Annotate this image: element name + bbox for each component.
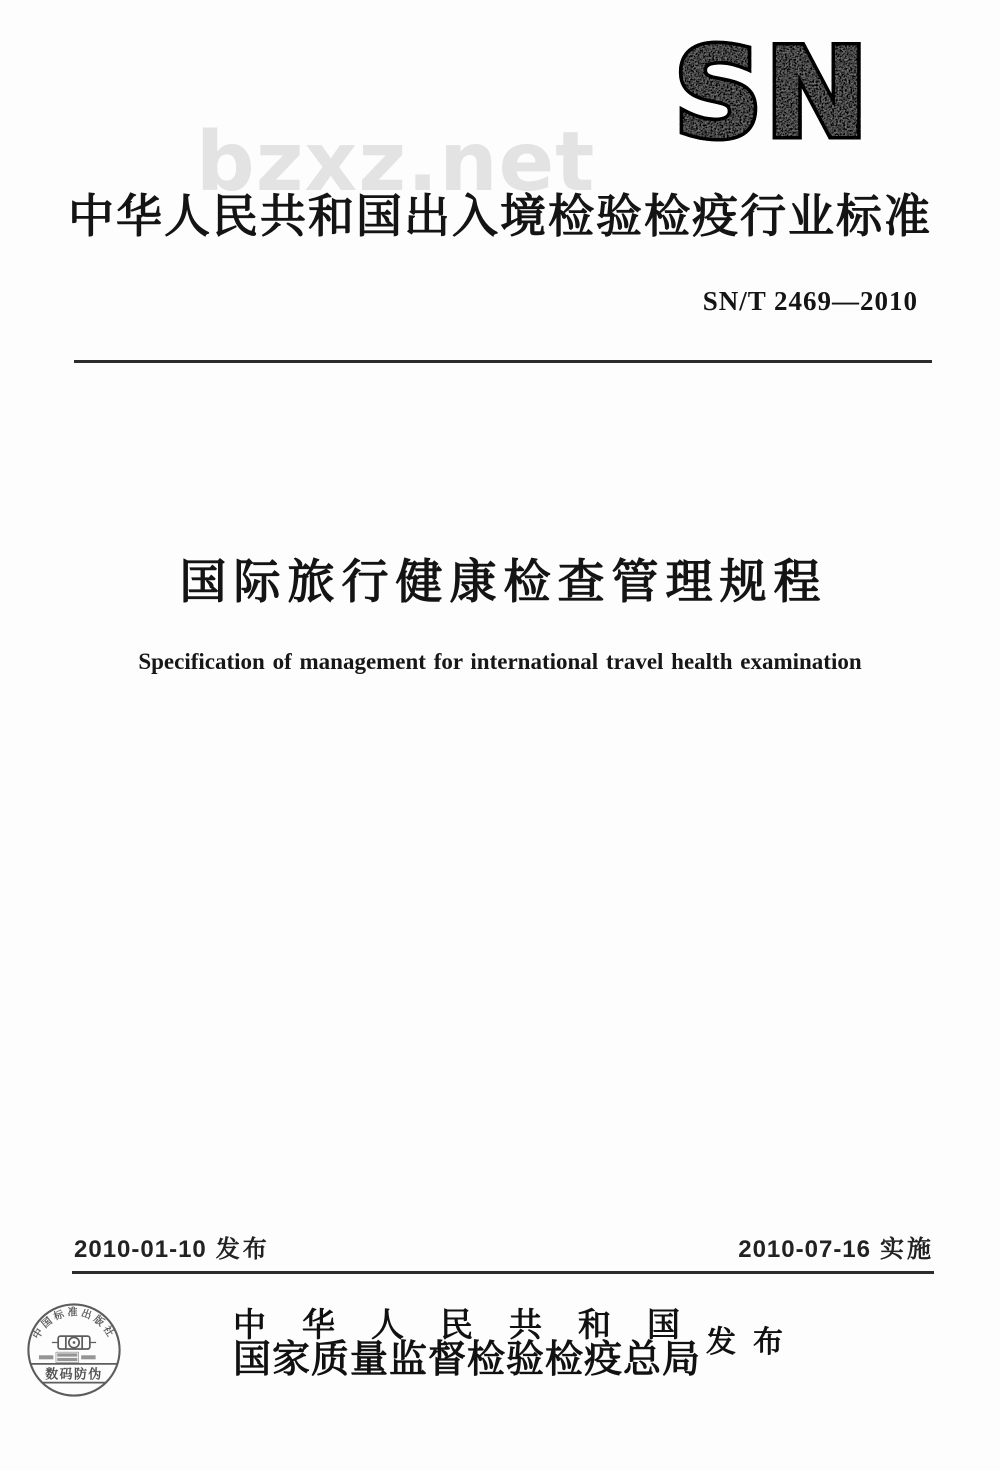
standard-type-title: 中华人民共和国出入境检验检疫行业标准 [68,190,932,242]
implementation-label: 实施 [880,1236,934,1263]
issue-label: 发布 [215,1236,270,1263]
document-title-english: Specification of management for international travel health examination [138,649,862,674]
press-emblem-icon [52,1336,96,1349]
publisher-block [233,1308,716,1381]
standard-number: SN/T 2469—2010 [702,286,918,316]
implementation-date: 2010-07-16 [738,1236,871,1263]
seal-microtext-rows [39,1352,96,1362]
press-seal [26,1302,122,1398]
document-title-chinese: 国际旅行健康检查管理规程 [179,555,828,608]
site-watermark: bzxz.net [196,115,596,210]
sn-logo [660,34,884,146]
publisher-agency-line: 国家质量监督检验检疫总局 [233,1339,702,1381]
seal-band-text: 数码防伪 [45,1366,103,1382]
issue-date-group [74,1238,270,1262]
seal-arc-text: 中国标准出版社 [31,1307,117,1342]
bottom-divider [72,1271,934,1274]
publisher-country-line: 中华人民共和国 [233,1308,716,1344]
dates-row [74,1238,934,1262]
publish-action-label: 发布 [706,1326,800,1359]
sn-logo-text: SN [673,34,871,146]
top-divider [74,360,932,363]
implementation-date-group [738,1238,934,1262]
issue-date: 2010-01-10 [74,1236,207,1263]
